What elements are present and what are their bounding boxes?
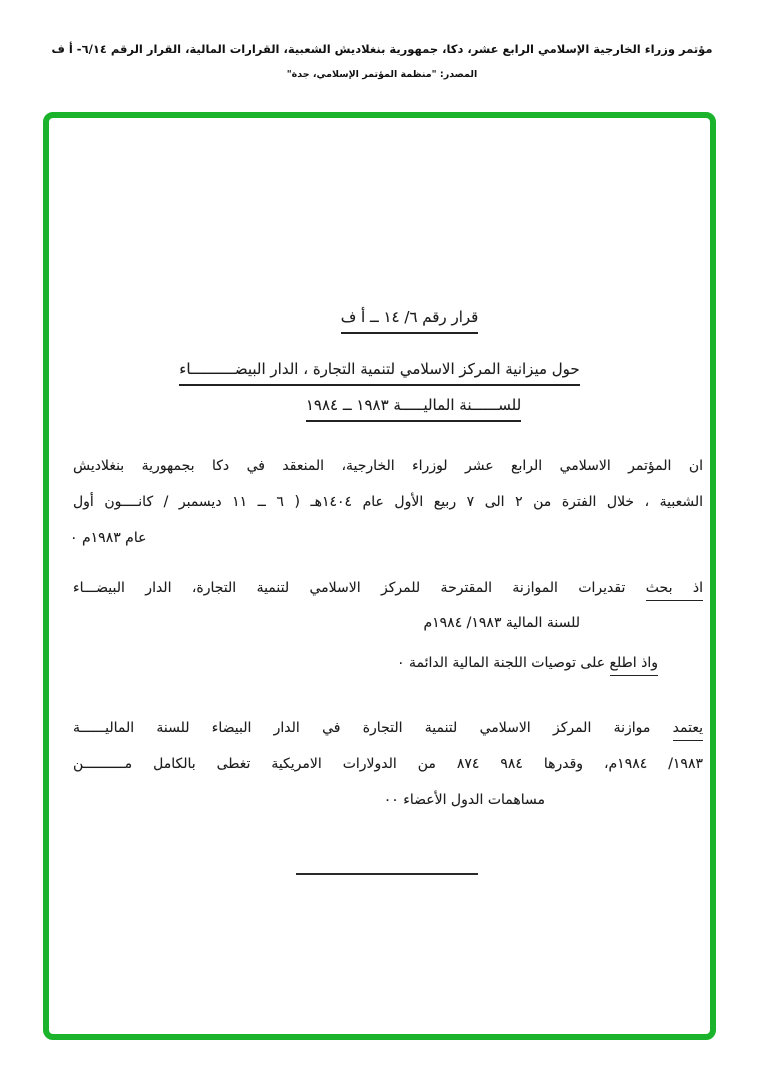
paragraph1-line2: الشعبية ، خلال الفترة من ٢ الى ٧ ربيع الأول عام ١٤٠٤هـ ( ٦ ــ ١١ ديسمبر / كانــــون أول <box>73 494 704 510</box>
paragraph4-lead: يعتمد <box>673 720 703 741</box>
resolution-subject-line2 <box>77 396 750 414</box>
paragraph4-line1 <box>73 720 703 736</box>
paragraph1-line1: ان المؤتمر الاسلامي الرابع عشر لوزراء الخارجية، المنعقد في دكا بجمهورية بنغلاديش <box>73 458 703 474</box>
paragraph3-rest: على توصيات اللجنة المالية الدائمة ٠ <box>397 655 606 671</box>
resolution-subject-line1-text: حول ميزانية المركز الاسلامي لتنمية التجارة ، الدار البيضــــــــــاء <box>179 360 579 386</box>
paragraph4-rest: موازنة المركز الاسلامي لتنمية التجارة في الدار البيضاء للسنة الماليــــــة <box>73 720 651 736</box>
paragraph4-line2: ١٩٨٣/ ١٩٨٤م، وقدرها ٨٧٤ ٩٨٤ من الدولارات الامريكية تغطى بالكامل مــــــــــن <box>73 756 703 772</box>
paragraph2-line1 <box>73 580 703 596</box>
paragraph3-lead: واذ اطلع <box>610 655 658 676</box>
resolution-title-text: قرار رقم ٦/ ١٤ ــ أ ف <box>341 308 479 334</box>
resolution-subject-line1 <box>43 360 716 378</box>
paragraph4-line3: مساهمات الدول الأعضاء ٠٠ <box>383 792 545 808</box>
header-citation-line: مؤتمر وزراء الخارجية الإسلامي الرابع عشر، دكا، جمهورية بنغلاديش الشعبية، القرارات المالية، القرار الرقم ٦/١٤- أ ف <box>51 42 713 56</box>
paragraph2-lead: اذ بحث <box>646 580 703 601</box>
resolution-subject-line2-text: للســــــنة الماليـــــة ١٩٨٣ ــ ١٩٨٤ <box>306 396 521 422</box>
header-source-line: المصدر: "منظمة المؤتمر الإسلامي، جدة" <box>286 69 478 80</box>
paragraph2-line2: للسنة المالية ١٩٨٣/ ١٩٨٤م <box>423 615 580 631</box>
paragraph1-line3: عام ١٩٨٣م ٠ <box>70 530 147 546</box>
paragraph2-rest: تقديرات الموازنة المقترحة للمركز الاسلامي لتنمية التجارة، الدار البيضـــاء <box>73 580 626 596</box>
document-frame <box>43 112 716 1040</box>
resolution-title <box>73 308 746 326</box>
paragraph3-line <box>397 655 658 671</box>
end-of-text-divider <box>296 873 478 875</box>
